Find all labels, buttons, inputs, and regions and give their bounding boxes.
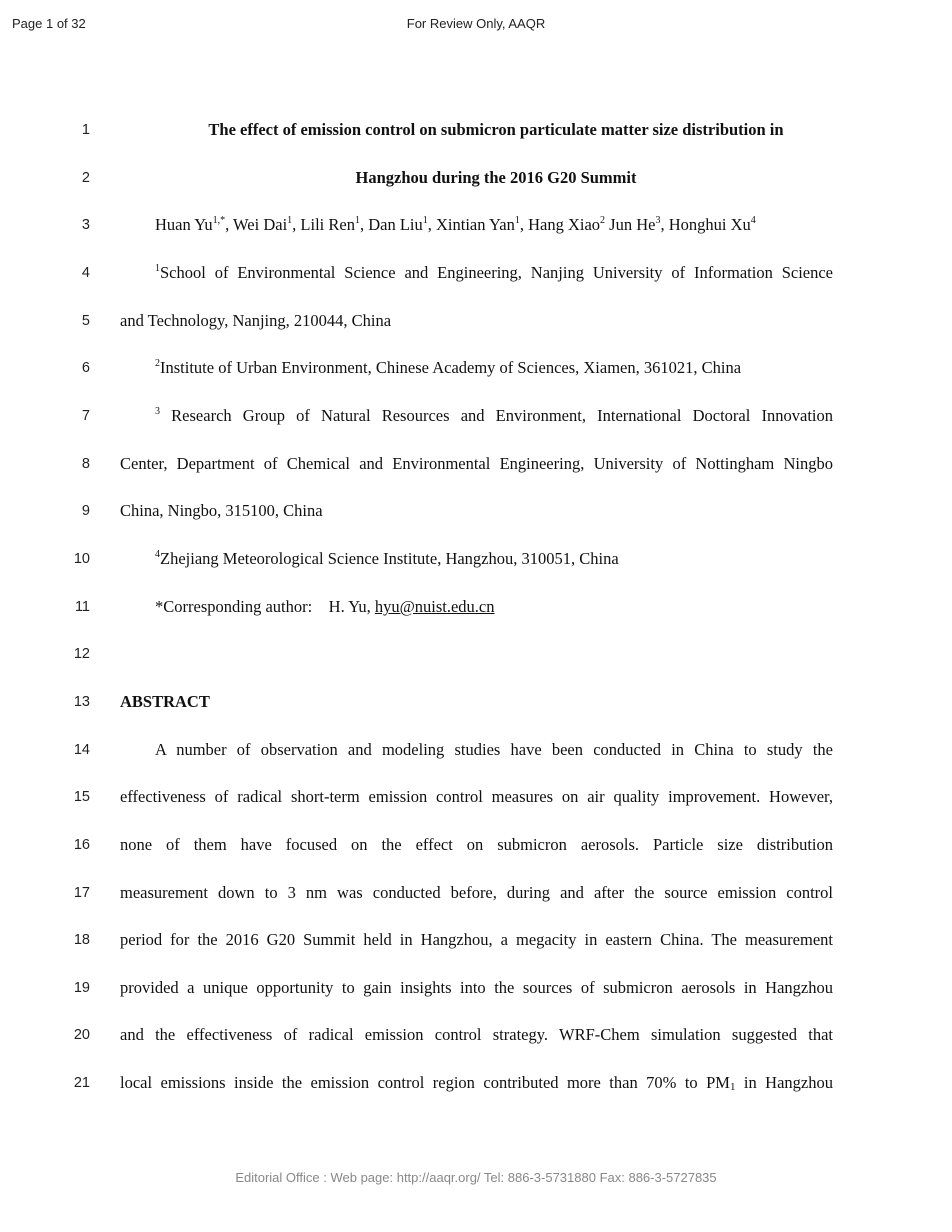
paper-title-line-1: The effect of emission control on submicron particulate matter size distribution in [208,120,784,139]
author-name: , Hang Xiao [519,215,601,234]
manuscript-line [0,548,952,572]
abstract-text: A number of observation and modeling studies have been conducted in China to study the [155,740,833,759]
manuscript-line [0,929,952,953]
line-number: 14 [73,742,90,758]
abstract-text: measurement down to 3 nm was conducted before, during and after the source emission control [120,883,833,902]
affiliation-mark: 1 [287,215,293,226]
affiliation-mark: 3 [655,215,661,226]
author-name: , Lili Ren [292,215,355,234]
manuscript-line [0,405,952,429]
author-name: Huan Yu [155,215,213,234]
affiliation-mark: 2 [155,358,160,369]
affiliation-text: $^3$ Research Group of Natural Resources and Environment, International Doctoral Innovation [155,406,833,425]
manuscript-line [0,691,952,715]
line-number: 20 [73,1027,90,1043]
author-name: , Honghui Xu [660,215,751,234]
line-number: 11 [74,599,90,615]
paper-title-line-2: Hangzhou during the 2016 G20 Summit [355,168,637,187]
line-number: 9 [81,503,90,519]
abstract-text: local emissions inside the emission control region contributed more than 70% to $PM_1$ in Hangzhou [120,1073,833,1093]
manuscript-line [0,882,952,906]
affiliation-mark: 2 [600,215,606,226]
line-number: 19 [73,980,90,996]
manuscript-line [0,1072,952,1096]
line-number: 7 [81,408,90,424]
corresponding-author: *Corresponding author: H. Yu, hyu@nuist.edu.cn [155,597,495,616]
affiliation-mark: 4 [155,549,160,560]
line-number: 12 [73,646,90,662]
line-number: 6 [81,360,90,376]
line-number: 1 [81,122,90,138]
abstract-text: provided a unique opportunity to gain insights into the sources of submicron aerosols in Hangzhou [120,978,833,997]
affiliation-text: China, Ningbo, 315100, China [120,501,323,520]
manuscript-line [0,739,952,763]
editorial-footer: Editorial Office : Web page: http://aaqr.org/ Tel: 886-3-5731880 Fax: 886-3-5727835 [235,1170,717,1185]
affiliation-mark: 1 [514,215,520,226]
manuscript-line [0,357,952,381]
abstract-text: period for the 2016 G20 Summit held in Hangzhou, a megacity in eastern China. The measurement [120,930,833,949]
manuscript-line [0,310,952,334]
affiliation-text: $^1$School of Environmental Science and Engineering, Nanjing University of Information Science [155,263,833,282]
manuscript-line [0,1024,952,1048]
affiliation-text: and Technology, Nanjing, 210044, China [120,311,392,330]
line-number: 3 [81,217,90,233]
author-name: , Dan Liu [359,215,423,234]
abstract-text: and the effectiveness of radical emission control strategy. WRF-Chem simulation suggested that [120,1025,833,1044]
line-number: 16 [73,837,90,853]
line-number: 2 [81,170,90,186]
manuscript-line [0,453,952,477]
author-name: , Wei Dai [225,215,288,234]
line-number: 15 [73,789,90,805]
affiliation-text: $^4$Zhejiang Meteorological Science Institute, Hangzhou, 310051, China [155,549,619,568]
line-number: 21 [73,1075,90,1091]
manuscript-line [0,500,952,524]
manuscript-line [0,596,952,620]
line-number: 4 [81,265,90,281]
affiliation-mark: 4 [750,215,756,226]
line-number: 5 [81,313,90,329]
affiliation-mark: 1 [354,215,360,226]
subscript: 1 [729,1081,736,1093]
line-number: 8 [81,456,90,472]
affiliation-mark: 1 [422,215,428,226]
journal-header: For Review Only, AAQR [406,16,546,31]
abstract-heading: ABSTRACT [120,692,210,711]
manuscript-line [0,214,952,238]
manuscript-line [0,977,952,1001]
author-list [120,215,833,235]
manuscript-line [0,643,952,667]
affiliation-text: $^2$Institute of Urban Environment, Chinese Academy of Sciences, Xiamen, 361021, China [155,358,742,377]
manuscript-line [0,167,952,191]
author-name: Jun He [605,215,656,234]
affiliation-mark: 1,* [212,215,226,226]
affiliation-text: Center, Department of Chemical and Environmental Engineering, University of Nottingham Ningbo [120,454,833,473]
manuscript-line [0,834,952,858]
affiliation-mark: 3 [155,406,160,417]
affiliation-mark: 1 [155,263,160,274]
manuscript-line [0,119,952,143]
manuscript-line [0,786,952,810]
abstract-text: effectiveness of radical short-term emission control measures on air quality improvement. However, [120,787,833,806]
manuscript-line [0,262,952,286]
line-number: 13 [73,694,90,710]
abstract-text: none of them have focused on the effect on submicron aerosols. Particle size distribution [120,835,833,854]
email-link[interactable]: hyu@nuist.edu.cn [374,597,495,616]
line-number: 18 [73,932,90,948]
page-number-label: Page 1 of 32 [12,16,86,31]
author-name: , Xintian Yan [427,215,515,234]
line-number: 10 [73,551,90,567]
line-number: 17 [73,885,90,901]
